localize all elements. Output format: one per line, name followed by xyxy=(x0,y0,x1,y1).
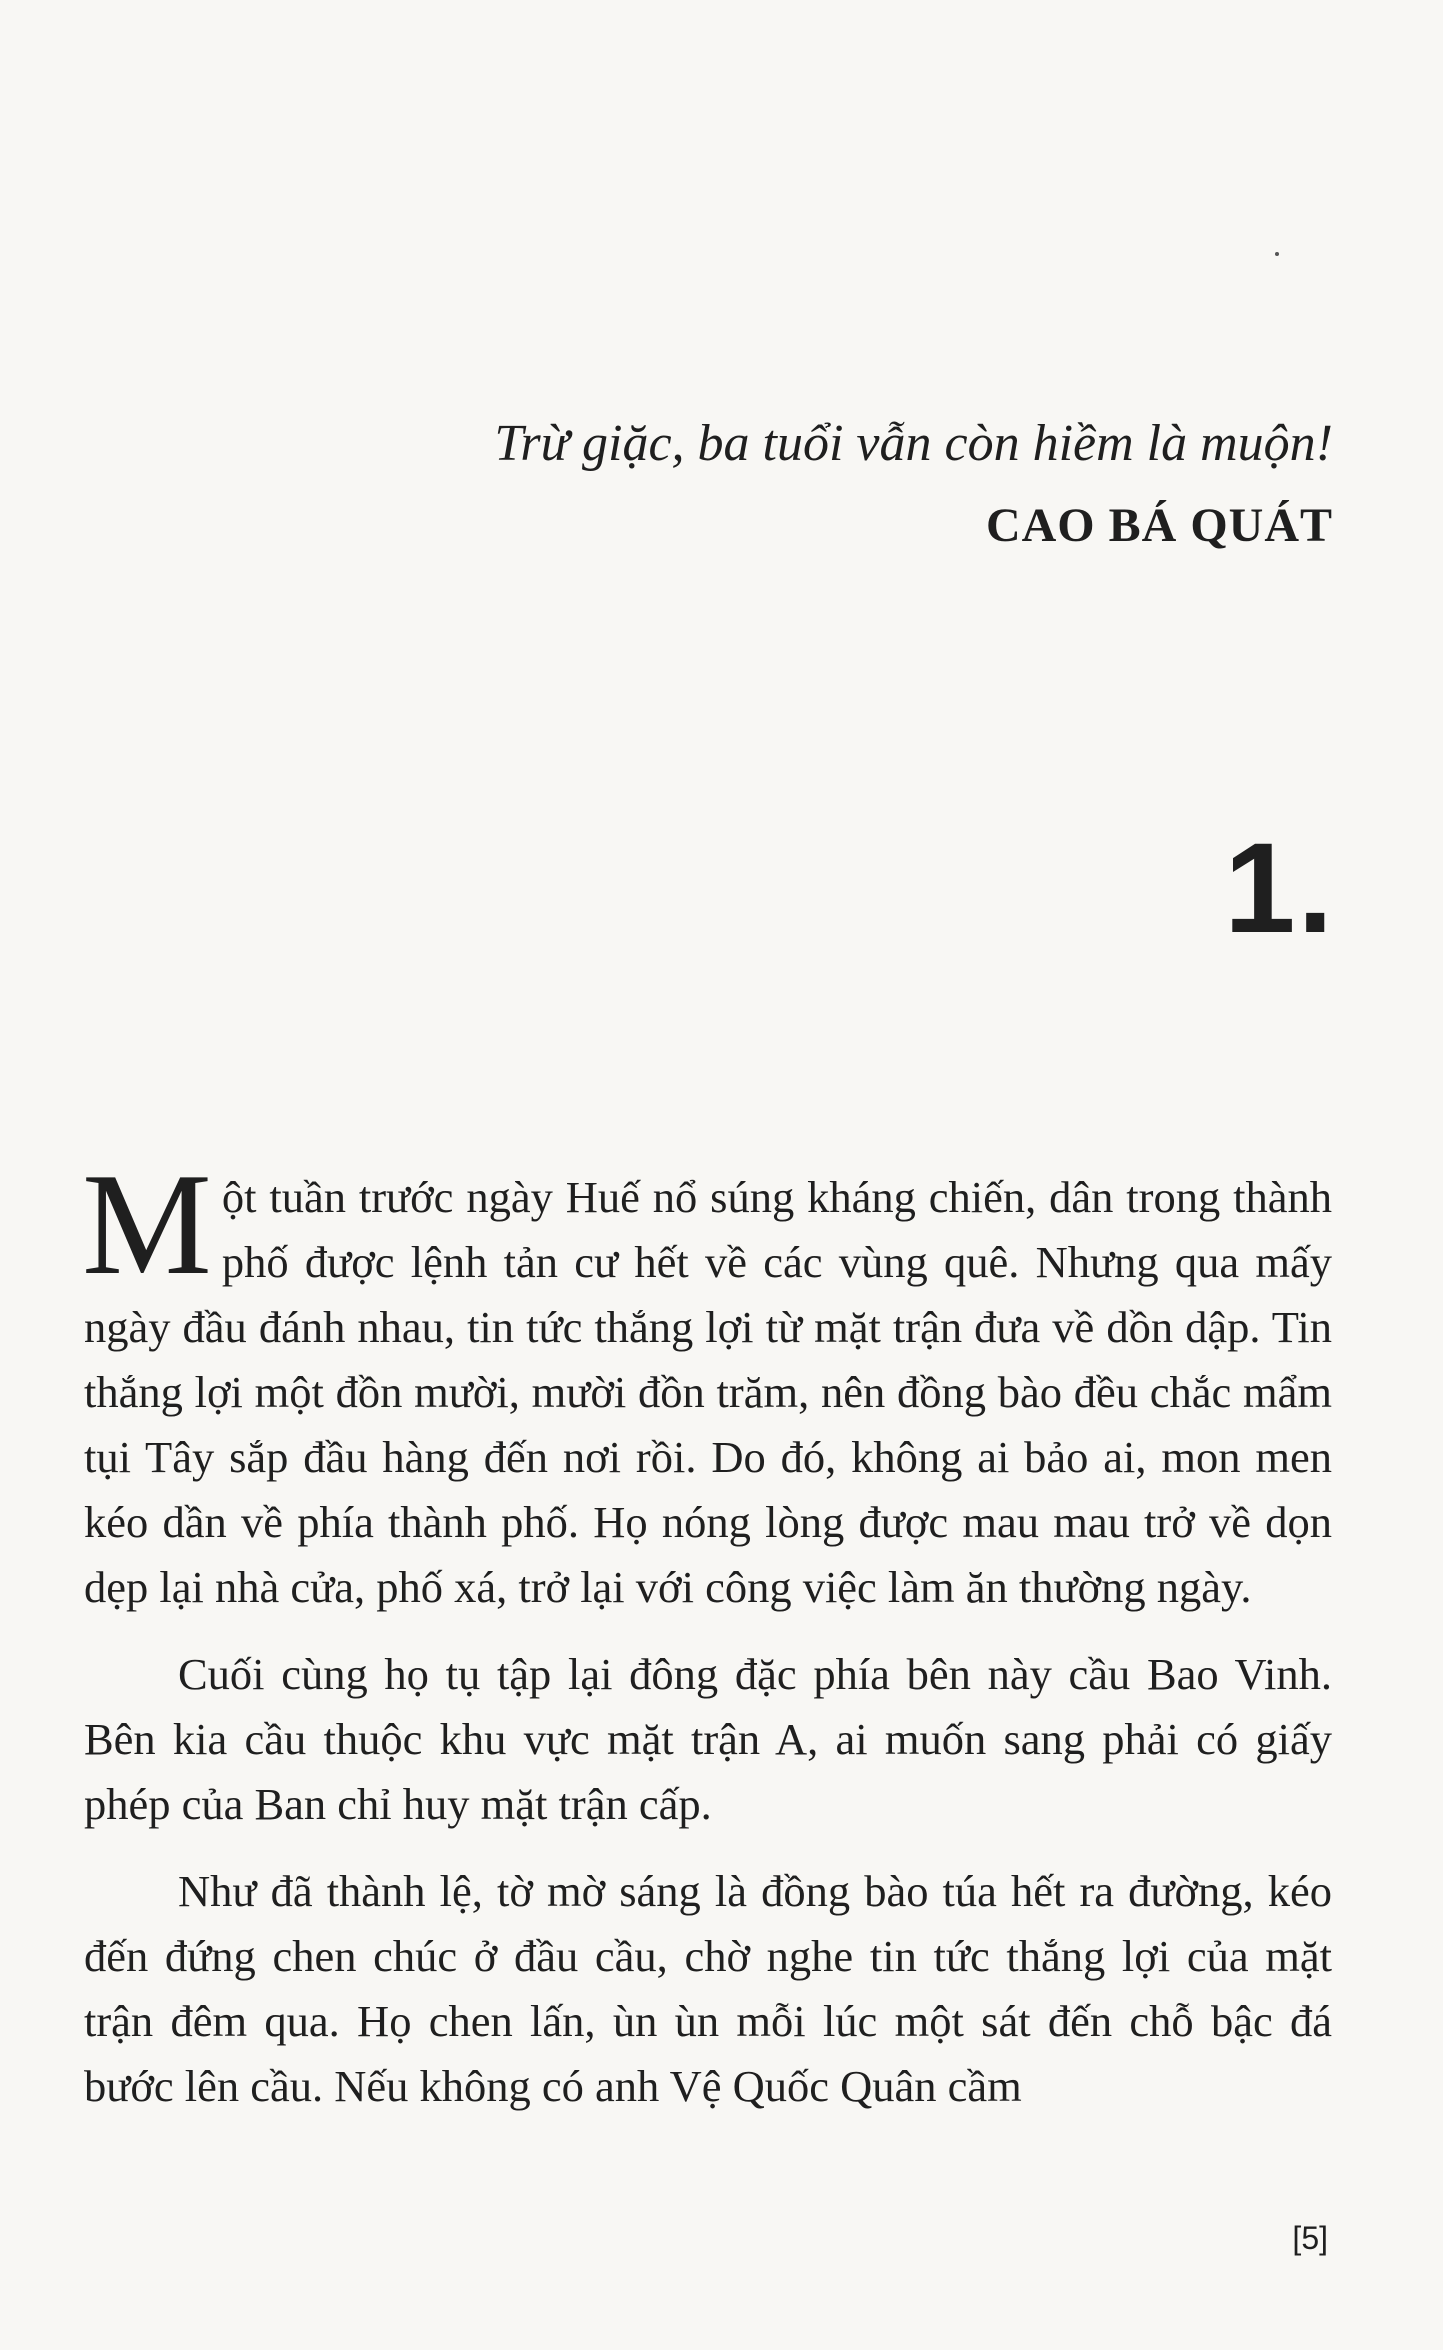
epigraph-author: CAO BÁ QUÁT xyxy=(985,499,1333,552)
paragraph-3: Như đã thành lệ, tờ mờ sáng là đồng bào túa hết ra đường, kéo đến đứng chen chúc ở đầu cầu, chờ nghe tin tức thắng lợi của mặt trận đêm qua. Họ chen lấn, ùn ùn mỗi lúc một sát đến chỗ bậc đá bước lên cầu. Nếu không có anh Vệ Quốc Quân cầm xyxy=(84,1866,1332,2111)
print-speck xyxy=(1275,252,1279,256)
drop-cap: M xyxy=(82,1143,212,1305)
paragraph-1-text: ột tuần trước ngày Huế nổ súng kháng chiến, dân trong thành phố được lệnh tản cư hết về các vùng quê. Nhưng qua mấy ngày đầu đánh nhau, tin tức thắng lợi từ mặt trận đưa về dồn dập. Tin thắng lợi một đồn mười, mười đồn trăm, nên đồng bào đều chắc mẩm tụi Tây sắp đầu hàng đến nơi rồi. Do đó, không ai bảo ai, mon men kéo dần về phía thành phố. Họ nóng lòng được mau mau trở về dọn dẹp lại nhà cửa, phố xá, trở lại với công việc làm ăn thường ngày. xyxy=(84,1172,1332,1612)
page-number: [5] xyxy=(1292,2220,1328,2256)
paragraph-1 xyxy=(82,1143,1332,1620)
chapter-number: 1. xyxy=(1224,817,1335,960)
epigraph-quote: Trừ giặc, ba tuổi vẫn còn hiềm là muộn! xyxy=(494,415,1333,472)
paragraph-2: Cuối cùng họ tụ tập lại đông đặc phía bên này cầu Bao Vinh. Bên kia cầu thuộc khu vực mặt trận A, ai muốn sang phải có giấy phép của Ban chỉ huy mặt trận cấp. xyxy=(84,1649,1332,1829)
chapter-body xyxy=(82,1143,1332,2141)
